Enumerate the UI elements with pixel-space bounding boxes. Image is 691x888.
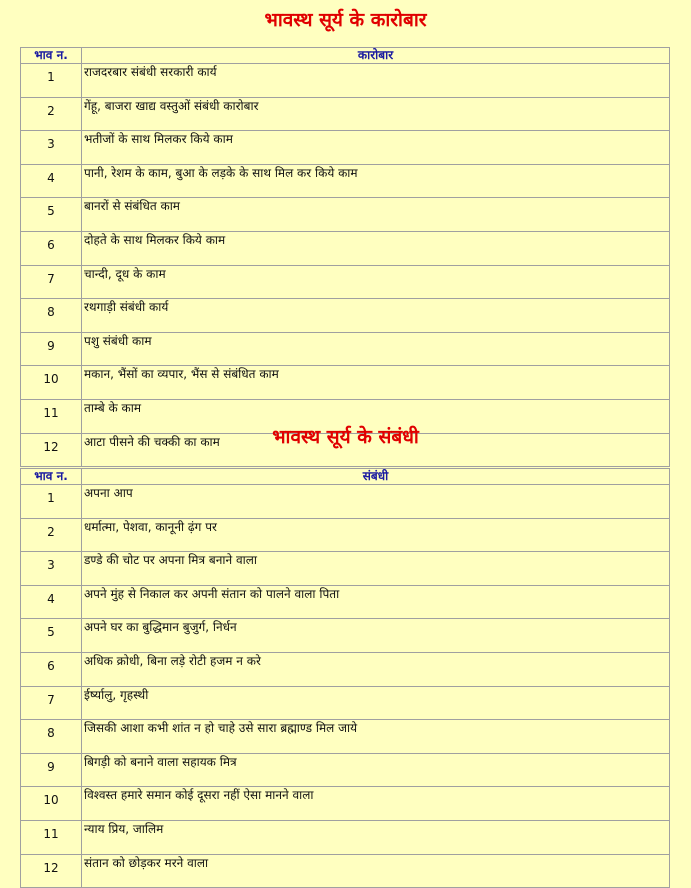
relative-cell: संतान को छोड़कर मरने वाला	[82, 854, 670, 888]
house-number-cell: 3	[21, 552, 82, 586]
table-row	[21, 131, 670, 165]
column-header-house-number: भाव न.	[21, 48, 82, 64]
relative-cell: अपने मुंह से निकाल कर अपनी संतान को पालने वाला पिता	[82, 585, 670, 619]
table-row	[21, 198, 670, 232]
table-row	[21, 686, 670, 720]
table-row	[21, 265, 670, 299]
house-number-cell: 11	[21, 399, 82, 433]
house-number-cell: 12	[21, 433, 82, 467]
table-row	[21, 787, 670, 821]
house-number-cell: 4	[21, 164, 82, 198]
business-cell: भतीजों के साथ मिलकर किये काम	[82, 131, 670, 165]
house-number-cell: 11	[21, 820, 82, 854]
relatives-table	[20, 468, 670, 888]
business-cell: दोहते के साथ मिलकर किये काम	[82, 231, 670, 265]
relative-cell: जिसकी आशा कभी शांत न हो चाहे उसे सारा ब्रह्माण्ड मिल जाये	[82, 720, 670, 754]
house-number-cell: 4	[21, 585, 82, 619]
house-number-cell: 1	[21, 485, 82, 519]
table-row	[21, 854, 670, 888]
house-number-cell: 9	[21, 332, 82, 366]
business-cell: चान्दी, दूध के काम	[82, 265, 670, 299]
table-row	[21, 485, 670, 519]
house-number-cell: 2	[21, 97, 82, 131]
table-row	[21, 619, 670, 653]
house-number-cell: 10	[21, 366, 82, 400]
table-row	[21, 720, 670, 754]
house-number-cell: 7	[21, 265, 82, 299]
relative-cell: धर्मात्मा, पेशवा, कानूनी ढ़ंग पर	[82, 518, 670, 552]
business-cell: पानी, रेशम के काम, बुआ के लड़के के साथ मिल कर किये काम	[82, 164, 670, 198]
table-row	[21, 552, 670, 586]
relative-cell: विश्वस्त हमारे समान कोई दूसरा नहीं ऐसा मानने वाला	[82, 787, 670, 821]
table-row	[21, 585, 670, 619]
house-number-cell: 3	[21, 131, 82, 165]
business-cell: बानरों से संबंधित काम	[82, 198, 670, 232]
house-number-cell: 8	[21, 720, 82, 754]
business-cell: गेंहू, बाजरा खाद्य वस्तुओं संबंधी कारोबार	[82, 97, 670, 131]
table-header-row	[21, 469, 670, 485]
house-number-cell: 1	[21, 64, 82, 98]
page-title-relatives: भावस्थ सूर्य के संबंधी	[272, 426, 419, 448]
table-row	[21, 299, 670, 333]
relative-cell: डण्डे की चोट पर अपना मित्र बनाने वाला	[82, 552, 670, 586]
business-table	[20, 47, 670, 467]
table-row	[21, 820, 670, 854]
relative-cell: बिगड़ी को बनाने वाला सहायक मित्र	[82, 753, 670, 787]
business-cell: राजदरबार संबंधी सरकारी कार्य	[82, 64, 670, 98]
table-row	[21, 64, 670, 98]
column-header-business: कारोबार	[82, 48, 670, 64]
table-row	[21, 753, 670, 787]
house-number-cell: 2	[21, 518, 82, 552]
house-number-cell: 7	[21, 686, 82, 720]
column-header-house-number: भाव न.	[21, 469, 82, 485]
relative-cell: अपना आप	[82, 485, 670, 519]
table-row	[21, 231, 670, 265]
table-row	[21, 518, 670, 552]
page-title-business: भावस्थ सूर्य के कारोबार	[264, 9, 427, 31]
table-row	[21, 366, 670, 400]
house-number-cell: 6	[21, 231, 82, 265]
relative-cell: न्याय प्रिय, जालिम	[82, 820, 670, 854]
business-cell: आटा पीसने की चक्की का काम	[82, 433, 670, 467]
business-cell: ताम्बे के काम	[82, 399, 670, 433]
table-row	[21, 164, 670, 198]
business-cell: पशु संबंधी काम	[82, 332, 670, 366]
house-number-cell: 10	[21, 787, 82, 821]
relative-cell: अधिक क्रोधी, बिना लड़े रोटी हजम न करे	[82, 652, 670, 686]
relative-cell: अपने घर का बुद्धिमान बुजुर्ग, निर्धन	[82, 619, 670, 653]
table-row	[21, 97, 670, 131]
house-number-cell: 6	[21, 652, 82, 686]
table-row	[21, 652, 670, 686]
business-cell: मकान, भैंसों का व्यपार, भैंस से संबंधित काम	[82, 366, 670, 400]
table-header-row	[21, 48, 670, 64]
house-number-cell: 12	[21, 854, 82, 888]
business-cell: रथगाड़ी संबंधी कार्य	[82, 299, 670, 333]
column-header-relatives: संबंधी	[82, 469, 670, 485]
house-number-cell: 5	[21, 198, 82, 232]
house-number-cell: 5	[21, 619, 82, 653]
table-row	[21, 332, 670, 366]
house-number-cell: 9	[21, 753, 82, 787]
house-number-cell: 8	[21, 299, 82, 333]
relative-cell: ईर्ष्यालु, गृहस्थी	[82, 686, 670, 720]
